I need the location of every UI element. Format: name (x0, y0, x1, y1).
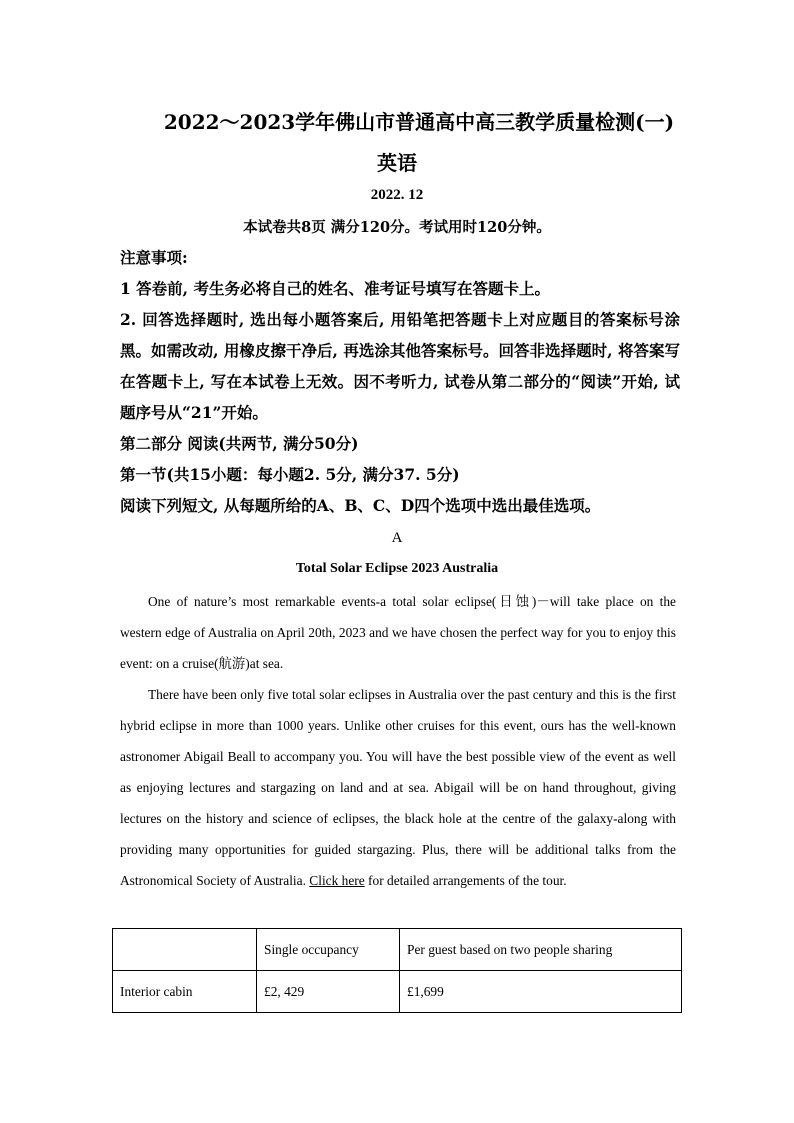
exam-subject: 英语 (377, 151, 417, 175)
table-header-cell: Single occupancy (257, 929, 400, 971)
passage-paragraph-2: There have been only five total solar eclipses in Australia over the past century and this is the first hybrid eclipse in more than 1000 years. Unlike other cruises for this event, ours has the well-known astronomer Abigail Beall to accompany you. You will have the best possible view of the event as well as enjoying lectures and stargazing on land and at sea. Abigail will be on hand throughout, giving lectures on the history and science of eclipses, the black hole at the centre of the galaxy-along with providing many opportunities for guided stargazing. Plus, there will be additional talks from the Astronomical Society of Australia. Click here for detailed arrangements of the tour. (120, 687, 676, 888)
table-cell: £1,699 (400, 971, 682, 1013)
notes-item-2: 2. 回答选择题时, 选出每小题答案后, 用铅笔把答题卡上对应题目的答案标号涂黑。如需改动, 用橡皮擦干净后, 再选涂其他答案标号。回答非选择题时, 将答案写在答题卡上, 写在本试卷上无效。因不考听力, 试卷从第二部分的“阅读”开始, 试题序号从“21”开始。 (120, 310, 680, 422)
passage-title: Total Solar Eclipse 2023 Australia (295, 561, 499, 576)
passage-paragraph-1: One of nature’s most remarkable events-a total solar eclipse(日蚀)－will take place on the western edge of Australia on April 20th, 2023 and we have chosen the perfect way for you to enjoy this event: on a cruise(航游)at sea. (120, 594, 676, 671)
table-header-cell (113, 929, 257, 971)
table-row (113, 971, 682, 1013)
table-cell: Interior cabin (113, 971, 257, 1013)
section1-heading: 第一节(共15小题：每小题2. 5分, 满分37. 5分) (120, 465, 460, 484)
exam-info: 本试卷共8页 满分120分。考试用时120分钟。 (243, 219, 551, 236)
table-header-cell: Per guest based on two people sharing (400, 929, 682, 971)
passage-label: A (391, 530, 403, 546)
exam-title: 2022～2023学年佛山市普通高中高三教学质量检测(一) (163, 110, 675, 134)
table-cell: £2, 429 (257, 971, 400, 1013)
click-here-link[interactable]: Click here (309, 873, 365, 888)
table-header-row (113, 929, 682, 971)
part2-heading: 第二部分 阅读(共两节, 满分50分) (120, 434, 359, 453)
notes-item-1: 1 答卷前, 考生务必将自己的姓名、准考证号填写在答题卡上。 (120, 279, 550, 298)
notes-heading: 注意事项: (120, 248, 188, 267)
exam-date: 2022. 12 (370, 187, 424, 203)
price-table (112, 928, 682, 1013)
instruction-text: 阅读下列短文, 从每题所给的A、B、C、D四个选项中选出最佳选项。 (120, 496, 601, 515)
